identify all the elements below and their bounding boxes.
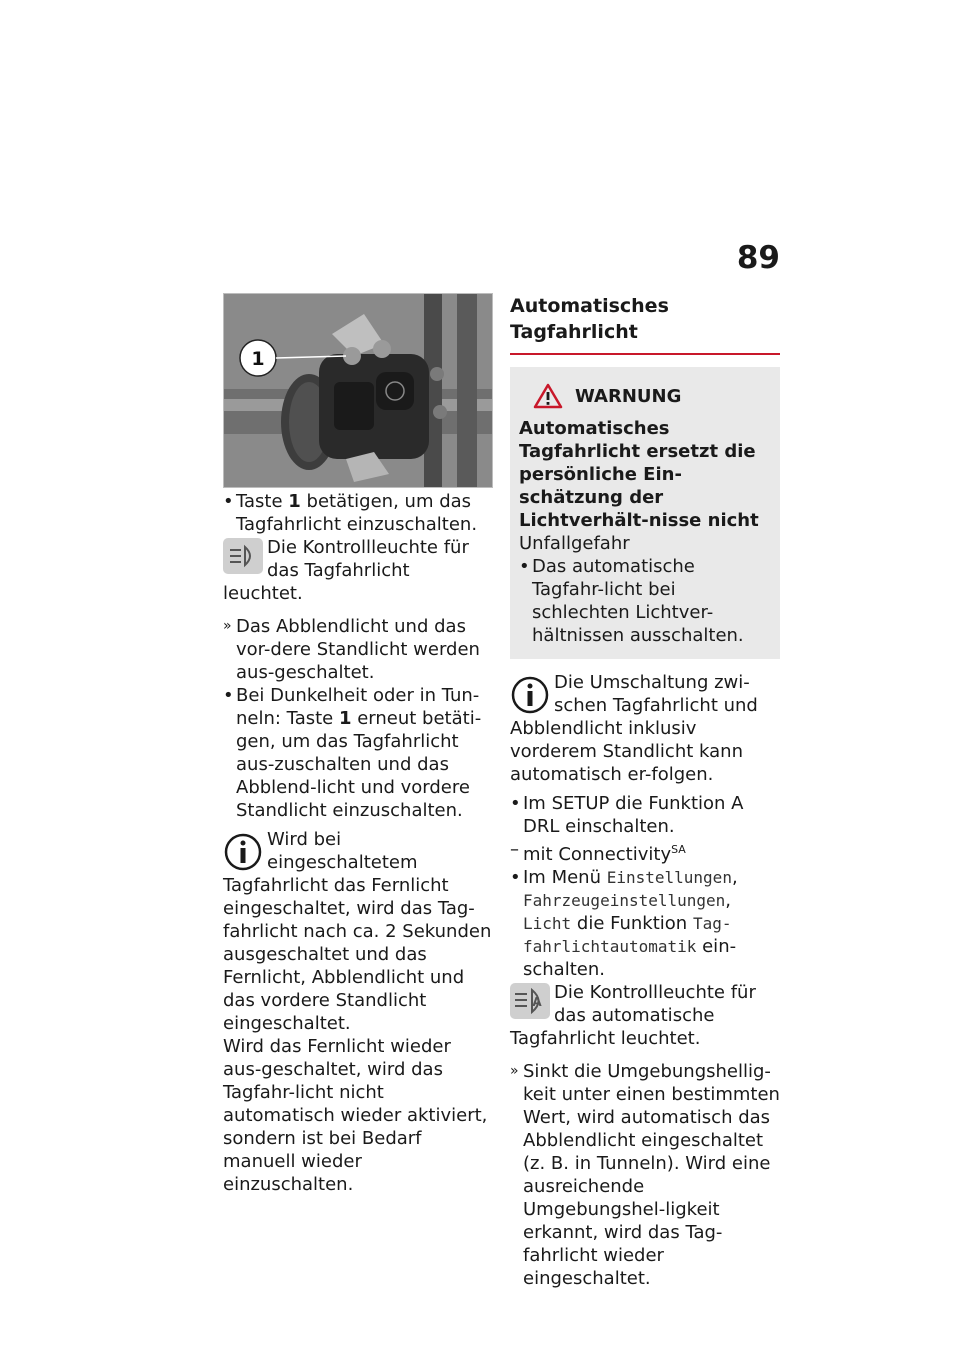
right-column (510, 293, 780, 1290)
info-note-text-1: Wird bei eingeschaltetem Tagfahrlicht das Fernlicht eingeschaltet, wird das Tag-fahrlicht nach ca. 2 Sekunden ausgeschaltet und das Fernlicht, Abblendlicht und das vordere Standlicht eingeschaltet. (223, 829, 492, 1034)
warning-title: Automatisches Tagfahrlicht ersetzt die persönliche Ein-schätzung der Lichtverhält-nisse nicht (519, 418, 759, 531)
info-note-text-2: Wird das Fernlicht wieder aus-geschaltet, wird das Tagfahr-licht nicht automatisch wieder aktiviert, sondern ist bei Bedarf manuell wieder einzuschalten. (223, 1036, 488, 1195)
warning-box (510, 367, 780, 659)
info-note-auto-switch (510, 671, 780, 786)
page-number: 89 (736, 240, 780, 276)
warning-action: • Das automatische Tagfahr-licht bei schlechten Lichtver-hältnissen ausschalten. (519, 555, 771, 647)
indicator-note-daytime (223, 536, 493, 605)
indicator-text-daytime: Die Kontrollleuchte für das Tagfahrlicht leuchtet. (223, 537, 469, 604)
info-icon (223, 832, 263, 872)
step-press-button: • Taste 1 betätigen, um das Tagfahrlicht einzuschalten. (223, 490, 493, 536)
indicator-note-auto (510, 981, 780, 1050)
handlebar-switch-photo (223, 293, 493, 488)
result-lights-off: » Das Abblendlicht und das vor-dere Standlicht werden aus-geschaltet. (223, 615, 493, 684)
warning-triangle-icon (533, 383, 563, 409)
info-note-text-3: Die Umschaltung zwi-schen Tagfahrlicht und Abblendlicht inklusiv vorderem Standlicht kann automatisch er-folgen. (510, 672, 758, 785)
svg-text:A: A (532, 995, 542, 1009)
warning-label: WARNUNG (575, 385, 682, 407)
indicator-text-auto: Die Kontrollleuchte für das automatische Tagfahrlicht leuchtet. (510, 982, 756, 1049)
section-title: Automatisches Tagfahrlicht (510, 295, 669, 343)
auto-daytime-light-indicator-icon (510, 983, 550, 1019)
step-setup-drl: • Im SETUP die Funktion A DRL einschalten. (510, 792, 780, 838)
daytime-light-indicator-icon (223, 538, 263, 574)
result-auto-switch: » Sinkt die Umgebungshellig-keit unter einen bestimmten Wert, wird automatisch das Abblendlicht eingeschaltet (z. B. in Tunneln). Wird eine ausreichende Umgebungshel-ligkeit erkannt, wird das Tag-fahrlicht wieder eingeschaltet. (510, 1060, 780, 1290)
photo-callout-1: 1 (251, 348, 265, 370)
connectivity-condition: – mit Connectivity$^{SA}$ (510, 838, 780, 866)
step-menu-settings: • Im Menü Einstellungen, Fahrzeugeinstellungen, Licht die Funktion Tag-fahrlichtautomatik ein-schalten. (510, 866, 780, 981)
warning-hazard: Unfallgefahr (519, 533, 630, 554)
info-icon (510, 675, 550, 715)
section-divider (510, 353, 780, 355)
step-press-again: • Bei Dunkelheit oder in Tun-neln: Taste 1 erneut betäti-gen, um das Tagfahrlicht aus-zuschalten und das Abblend-licht und vordere Standlicht einzuschalten. (223, 684, 493, 822)
left-column (223, 293, 493, 1196)
info-note-high-beam (223, 828, 493, 1196)
warning-header (533, 383, 771, 409)
